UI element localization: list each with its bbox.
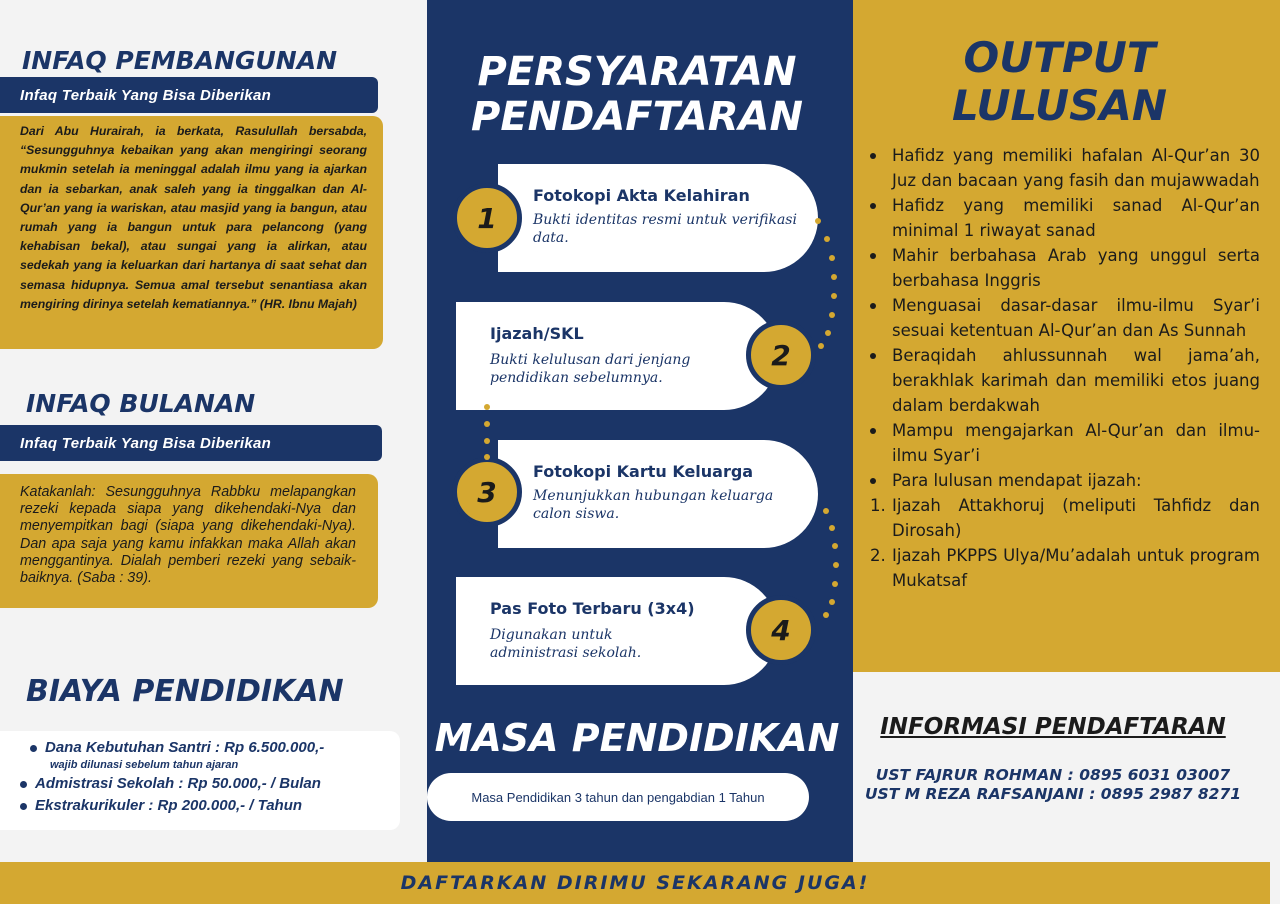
step-card-4: [456, 577, 778, 685]
biaya-item-dana: Dana Kebutuhan Santri : Rp 6.500.000,-: [30, 739, 400, 757]
output-item: Beraqidah ahlussunnah wal jama’ah, berakhlak karimah dan memiliki etos juang dalam berdakwah: [864, 343, 1260, 418]
output-item: Hafidz yang memiliki hafalan Al-Qur’an 30 Juz dan bacaan yang fasih dan mujawwadah: [864, 143, 1260, 193]
output-sub-item: 2. Ijazah PKPPS Ulya/Mu’adalah untuk program Mukatsaf: [870, 546, 1260, 590]
bullet-icon: [20, 781, 27, 788]
infaq-bulanan-title: INFAQ BULANAN: [26, 389, 256, 418]
step-desc: Bukti identitas resmi untuk verifikasi data.: [533, 212, 797, 246]
output-title-line2: LULUSAN: [951, 81, 1168, 130]
step-number-2: 2: [746, 320, 816, 390]
step-card-3: [498, 440, 818, 548]
step-title: Pas Foto Terbaru (3x4): [490, 599, 695, 618]
masa-pendidikan-text: Masa Pendidikan 3 tahun dan pengabdian 1 Tahun: [427, 773, 809, 821]
output-title-line1: OUTPUT: [963, 33, 1156, 82]
step-number-3: 3: [452, 457, 522, 527]
persyaratan-title-line1: PERSYARATAN: [477, 49, 797, 95]
biaya-item-ekstrakurikuler: Ekstrakurikuler : Rp 200.000,- / Tahun: [20, 795, 400, 817]
bullet-icon: [20, 803, 27, 810]
footer-cta: DAFTARKAN DIRIMU SEKARANG JUGA!: [0, 862, 1270, 904]
infaq-pembangunan-title: INFAQ PEMBANGUNAN: [22, 46, 338, 75]
biaya-pendidikan-title: BIAYA PENDIDIKAN: [26, 674, 344, 709]
output-item: Mahir berbahasa Arab yang unggul serta berbahasa Inggris: [864, 243, 1260, 293]
step-card-1: [498, 164, 818, 272]
informasi-pendaftaran-title: INFORMASI PENDAFTARAN: [880, 714, 1226, 740]
infaq-pembangunan-subtitle: Infaq Terbaik Yang Bisa Diberikan: [0, 77, 378, 113]
contact-reza-rafsanjani: UST M REZA RAFSANJANI : 0895 2987 8271: [864, 785, 1242, 803]
output-sub-item: 1. Ijazah Attakhoruj (meliputi Tahfidz dan Dirosah): [870, 496, 1260, 540]
persyaratan-title-line2: PENDAFTARAN: [471, 94, 803, 140]
bullet-icon: [30, 745, 37, 752]
step-title: Fotokopi Akta Kelahiran: [533, 186, 750, 205]
output-lulusan-list: [864, 143, 1260, 593]
step-number-1: 1: [452, 183, 522, 253]
output-item: Mampu mengajarkan Al-Qur’an dan ilmu-ilmu Syar’i: [864, 418, 1260, 468]
biaya-pendidikan-card: [0, 731, 400, 830]
output-item: Para lulusan mendapat ijazah:: [864, 468, 1260, 493]
step-title: Fotokopi Kartu Keluarga: [533, 462, 754, 481]
infaq-bulanan-subtitle: Infaq Terbaik Yang Bisa Diberikan: [0, 425, 382, 461]
step-title: Ijazah/SKL: [490, 324, 584, 343]
persyaratan-title: [427, 50, 847, 140]
contact-fajrur-rohman: UST FAJRUR ROHMAN : 0895 6031 03007: [875, 766, 1231, 784]
step-desc: Digunakan untuk administrasi sekolah.: [490, 627, 642, 661]
step-desc: Bukti kelulusan dari jenjang pendidikan sebelumnya.: [490, 352, 691, 386]
output-item: Hafidz yang memiliki sanad Al-Qur’an minimal 1 riwayat sanad: [864, 193, 1260, 243]
step-desc: Menunjukkan hubungan keluarga calon siswa.: [533, 488, 774, 522]
output-lulusan-title: [853, 34, 1266, 130]
step-card-2: [456, 302, 778, 410]
infaq-pembangunan-text: Dari Abu Hurairah, ia berkata, Rasulullah bersabda, “Sesungguhnya kebaikan yang akan mengiringi seorang mukmin setelah ia meninggal adalah ilmu yang ia ajarkan dan ia sebarkan, anak saleh yang ia tinggalkan dan Al-Qur’an yang ia wariskan, atau masjid yang ia bangun, atau rumah yang ia bangun untuk para pelancong (yang kehabisan bekal), atau sungai yang ia alirkan, atau sedekah yang ia keluarkan dari hartanya di saat sehat dan semasa hidupnya. Semua amal tersebut senantiasa akan mengiring dirinya setelah kematiannya.” (HR. Ibnu Majah): [0, 116, 383, 349]
biaya-item-administrasi: Admistrasi Sekolah : Rp 50.000,- / Bulan: [20, 773, 400, 795]
output-item: Menguasai dasar-dasar ilmu-ilmu Syar’i sesuai ketentuan Al-Qur’an dan As Sunnah: [864, 293, 1260, 343]
masa-pendidikan-title: MASA PENDIDIKAN: [434, 716, 840, 760]
biaya-item-dana-note: wajib dilunasi sebelum tahun ajaran: [50, 759, 239, 771]
step-number-4: 4: [746, 595, 816, 665]
infaq-bulanan-text: Katakanlah: Sesungguhnya Rabbku melapangkan rezeki kepada siapa yang dikehendaki-Nya dan menyempitkan bagi (siapa yang dikehendaki-Nya). Dan apa saja yang kamu infakkan maka Allah akan menggantinya. Dialah pemberi rezeki yang sebaik-baiknya. (Saba : 39).: [0, 474, 378, 608]
